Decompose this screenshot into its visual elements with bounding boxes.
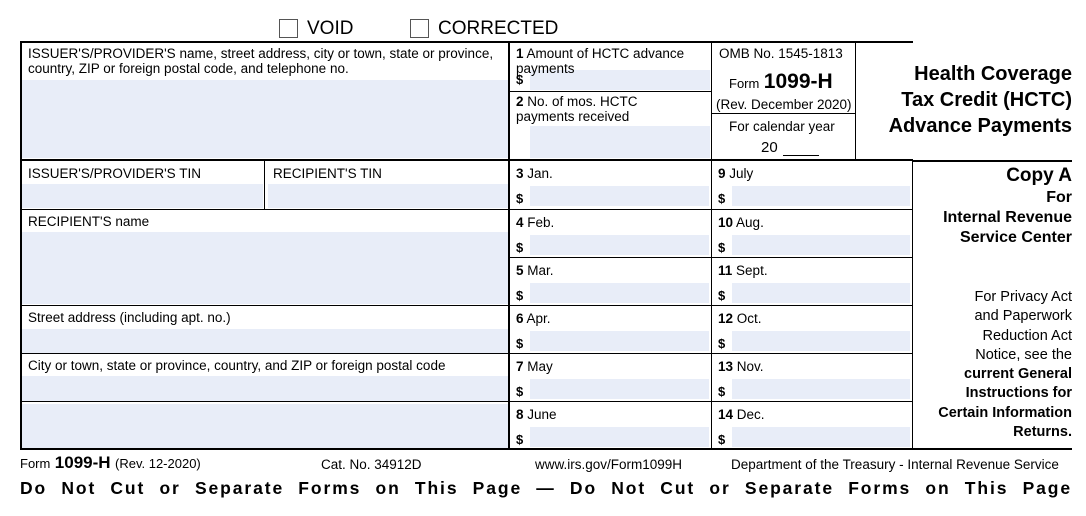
month-box-label: 3 Jan. <box>516 166 553 181</box>
month-amount-field[interactable] <box>530 235 709 255</box>
form-number-header: Form 1099-H <box>729 70 833 93</box>
copy-a-label: Copy A For Internal Revenue Service Center <box>943 165 1072 246</box>
city-label: City or town, state or province, country, and ZIP or foreign postal code <box>28 358 446 373</box>
month-box-label: 4 Feb. <box>516 215 555 230</box>
recipient-name-label: RECIPIENT'S name <box>28 214 150 229</box>
box1-dollar: $ <box>516 72 524 87</box>
month-box-label: 12 Oct. <box>718 311 762 326</box>
footer-form-number: Form 1099-H (Rev. 12-2020) <box>20 453 201 472</box>
month-amount-field[interactable] <box>732 331 910 351</box>
do-not-cut-warning: Do Not Cut or Separate Forms on This Page — Do Not Cut or Separate Forms on This Page <box>20 478 1072 498</box>
month-dollar-sign: $ <box>516 336 524 351</box>
issuer-info-field[interactable] <box>22 80 508 158</box>
month-dollar-sign: $ <box>718 432 726 447</box>
month-amount-field[interactable] <box>530 283 709 303</box>
street-address-label: Street address (including apt. no.) <box>28 310 231 325</box>
month-dollar-sign: $ <box>718 240 726 255</box>
month-box-label: 13 Nov. <box>718 359 764 374</box>
rev-date: (Rev. December 2020) <box>716 97 852 112</box>
box2-months-field[interactable] <box>530 126 710 158</box>
month-box-label: 9 July <box>718 166 754 181</box>
issuer-tin-field[interactable] <box>22 184 263 208</box>
year-prefix: 20 <box>761 139 778 156</box>
month-amount-field[interactable] <box>732 427 910 447</box>
department: Department of the Treasury - Internal Revenue Service <box>731 457 1059 472</box>
corrected-checkbox[interactable] <box>410 19 429 38</box>
irs-url: www.irs.gov/Form1099H <box>535 457 683 472</box>
box2-label: 2 No. of mos. HCTC payments received <box>516 94 638 124</box>
omb-number: OMB No. 1545-1813 <box>719 46 843 61</box>
month-amount-field[interactable] <box>732 379 910 399</box>
privacy-notice: For Privacy Act and Paperwork Reduction Act Notice, see the current General Instructions for Certain Information Returns. <box>938 289 1072 441</box>
street-address-field[interactable] <box>22 329 508 353</box>
month-dollar-sign: $ <box>718 288 726 303</box>
recipient-name-field[interactable] <box>22 232 508 304</box>
void-checkbox[interactable] <box>279 19 298 38</box>
month-dollar-sign: $ <box>516 240 524 255</box>
month-box-label: 5 Mar. <box>516 263 554 278</box>
month-amount-field[interactable] <box>732 186 910 206</box>
corrected-label: CORRECTED <box>438 18 559 39</box>
month-box-label: 11 Sept. <box>718 263 768 278</box>
calendar-year-label: For calendar year <box>729 119 835 134</box>
month-box-label: 6 Apr. <box>516 311 551 326</box>
month-dollar-sign: $ <box>718 384 726 399</box>
month-box-label: 8 June <box>516 407 557 422</box>
month-amount-field[interactable] <box>530 379 709 399</box>
box1-label: 1 Amount of HCTC advance payments <box>516 46 685 76</box>
month-dollar-sign: $ <box>516 432 524 447</box>
month-amount-field[interactable] <box>530 427 709 447</box>
recipient-tin-label: RECIPIENT'S TIN <box>273 166 382 181</box>
void-label: VOID <box>307 18 354 39</box>
month-box-label: 10 Aug. <box>718 215 764 230</box>
month-dollar-sign: $ <box>516 288 524 303</box>
month-amount-field[interactable] <box>732 283 910 303</box>
month-dollar-sign: $ <box>718 336 726 351</box>
recipient-tin-field[interactable] <box>268 184 508 208</box>
extra-field[interactable] <box>22 404 508 448</box>
month-dollar-sign: $ <box>516 191 524 206</box>
catalog-number: Cat. No. 34912D <box>321 457 422 472</box>
month-amount-field[interactable] <box>732 235 910 255</box>
month-amount-field[interactable] <box>530 186 709 206</box>
month-box-label: 14 Dec. <box>718 407 765 422</box>
issuer-label: ISSUER'S/PROVIDER'S name, street address, city or town, state or province, country, ZIP or foreign postal code, and telephone no. <box>28 46 494 76</box>
month-box-label: 7 May <box>516 359 553 374</box>
city-field[interactable] <box>22 376 508 401</box>
month-amount-field[interactable] <box>530 331 709 351</box>
month-dollar-sign: $ <box>718 191 726 206</box>
month-dollar-sign: $ <box>516 384 524 399</box>
form-title: Health Coverage Tax Credit (HCTC) Advance Payments <box>888 63 1072 137</box>
issuer-tin-label: ISSUER'S/PROVIDER'S TIN <box>28 166 201 181</box>
